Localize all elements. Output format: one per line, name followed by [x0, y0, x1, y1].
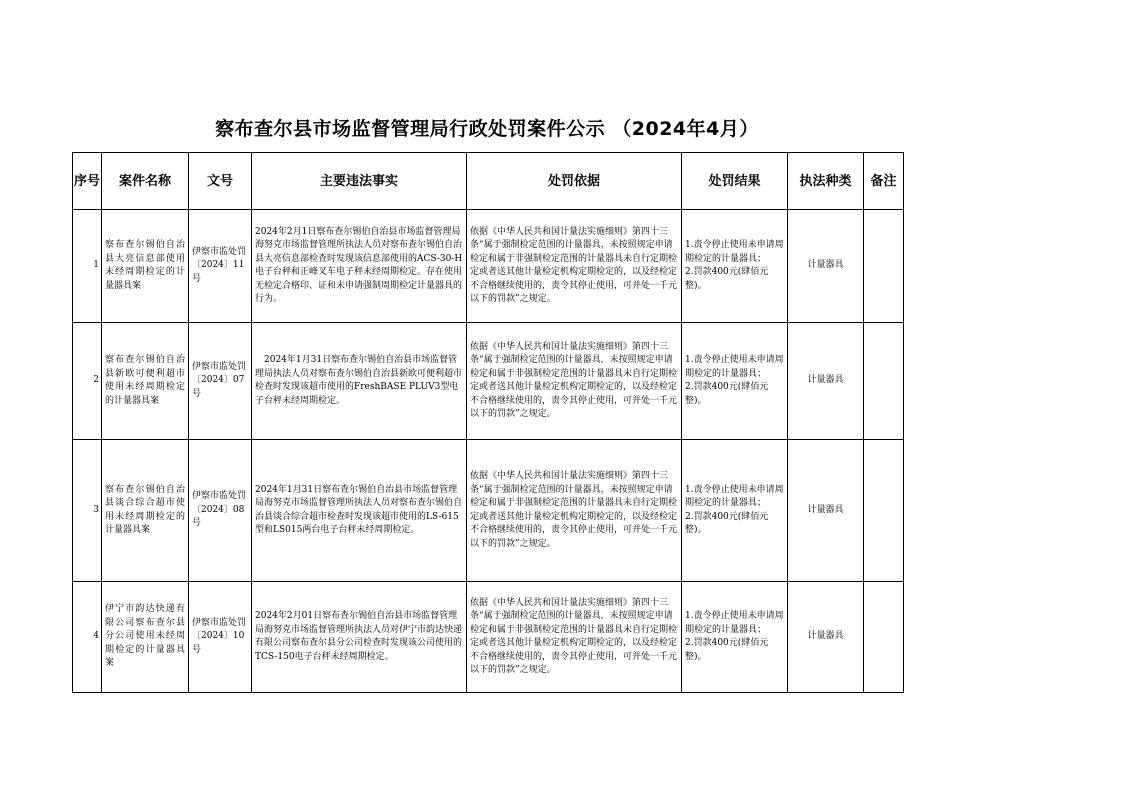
header-case-name: 案件名称: [102, 153, 189, 210]
cell-no: 4: [73, 582, 102, 693]
result-line-2: 2.罚款400元(肆佰元整)。: [685, 511, 769, 535]
cell-result: [682, 323, 788, 440]
header-doc-number: 文号: [189, 153, 252, 210]
table-header-row: [73, 153, 904, 210]
cell-enforcement-type: 计量器具: [788, 440, 864, 582]
result-line-1: 1.责令停止使用未申请周期检定的计量器具；: [685, 484, 784, 508]
cell-note: [864, 210, 904, 323]
cell-enforcement-type: 计量器具: [788, 582, 864, 693]
cell-facts: 2024年2月01日察布查尔锡伯自治县市场监督管理局海努克市场监督管理所执法人员对伊宁市韵达快递有限公司察布查尔县分公司检查时发现该公司使用的TCS-150电子台秤未经周期检定。: [252, 582, 467, 693]
cell-case-name: 伊宁市韵达快递有限公司察布查尔县分公司使用未经周期检定的计量器具案: [102, 582, 189, 693]
header-note: 备注: [864, 153, 904, 210]
cell-basis: 依据《中华人民共和国计量法实施细则》第四十三条“属于强制检定范围的计量器具，未按照规定申请检定和属于非强制检定范围的计量器具未自行定期检定或者送其他计量检定机构定期检定的，以及经检定不合格继续使用的，责令其停止使用，可并处一千元以下的罚款”之规定。: [467, 582, 682, 693]
penalty-cases-table: [72, 152, 904, 693]
header-facts: 主要违法事实: [252, 153, 467, 210]
cell-doc-number: 伊察市监处罚〔2024〕11号: [189, 210, 252, 323]
cell-no: 2: [73, 323, 102, 440]
result-line-1: 1.责令停止使用未申请周期检定的计量器具；: [685, 240, 784, 264]
cell-result: [682, 440, 788, 582]
header-enforcement-type: 执法种类: [788, 153, 864, 210]
result-line-1: 1.责令停止使用未申请周期检定的计量器具；: [685, 355, 784, 379]
result-line-2: 2.罚款400元(肆佰元整)。: [685, 267, 769, 291]
cell-no: 1: [73, 210, 102, 323]
cell-case-name: 察布查尔锡伯自治县谈合综合超市使用未经周期检定的计量器具案: [102, 440, 189, 582]
header-result: 处罚结果: [682, 153, 788, 210]
cell-facts: 2024年1月31日察布查尔锡伯自治县市场监督管理局海努克市场监督管理所执法人员对察布查尔锡伯自治县谈合综合超市检查时发现该超市使用的LS-615型和LS015两台电子台秤未经周期检定。: [252, 440, 467, 582]
table-row: [73, 210, 904, 323]
cell-basis: 依据《中华人民共和国计量法实施细则》第四十三条“属于强制检定范围的计量器具，未按照规定申请检定和属于非强制检定范围的计量器具未自行定期检定或者送其他计量检定机构定期检定的，以及经检定不合格继续使用的，责令其停止使用，可并处一千元以下的罚款”之规定。: [467, 323, 682, 440]
cell-result: [682, 210, 788, 323]
cell-doc-number: 伊察市监处罚〔2024〕10号: [189, 582, 252, 693]
table-row: [73, 582, 904, 693]
cell-result: [682, 582, 788, 693]
page-title: 察布查尔县市场监督管理局行政处罚案件公示 （2024年4月）: [215, 118, 759, 140]
cell-enforcement-type: 计量器具: [788, 323, 864, 440]
result-line-1: 1.责令停止使用未申请周期检定的计量器具；: [685, 611, 784, 635]
cell-doc-number: 伊察市监处罚〔2024〕08号: [189, 440, 252, 582]
cell-case-name: 察布查尔锡伯自治县大亮信息部使用未经周期检定的计量器具案: [102, 210, 189, 323]
cell-doc-number: 伊察市监处罚〔2024〕07 号: [189, 323, 252, 440]
header-basis: 处罚依据: [467, 153, 682, 210]
cell-case-name: 察布查尔锡伯自治县新欧可便利超市使用未经周期检定的计量器具案: [102, 323, 189, 440]
header-no: 序号: [73, 153, 102, 210]
cell-note: [864, 440, 904, 582]
result-line-2: 2.罚款400元(肆佰元整)。: [685, 382, 769, 406]
cell-basis: 依据《中华人民共和国计量法实施细则》第四十三条“属于强制检定范围的计量器具，未按照规定申请检定和属于非强制检定范围的计量器具未自行定期检定或者送其他计量检定机构定期检定的，以及经检定不合格继续使用的，责令其停止使用，可并处一千元以下的罚款”之规定。: [467, 210, 682, 323]
table-row: [73, 323, 904, 440]
cell-facts: 2024年1月31日察布查尔锡伯自治县市场监督管理局执法人员对察布查尔锡伯自治县新欧可便利超市检查时发现该超市使用的FreshBASE PLUV3型电子台秤未经周期检定。: [252, 323, 467, 440]
result-line-2: 2.罚款400元(肆佰元整)。: [685, 638, 769, 662]
cell-facts: 2024年2月1日察布查尔锡伯自治县市场监督管理局海努克市场监督管理所执法人员对察布查尔锡伯自治县大亮信息部检查时发现该信息部使用的ACS-30-H电子台秤和正峰叉车电子秤未经周期检定。存在使用无检定合格印、证和未申请强制周期检定计量器具的行为。: [252, 210, 467, 323]
cell-no: 3: [73, 440, 102, 582]
cell-basis: 依据《中华人民共和国计量法实施细则》第四十三条“属于强制检定范围的计量器具，未按照规定申请检定和属于非强制检定范围的计量器具未自行定期检定或者送其他计量检定机构定期检定的，以及经检定不合格继续使用的，责令其停止使用，可并处一千元以下的罚款”之规定。: [467, 440, 682, 582]
cell-note: [864, 582, 904, 693]
table-row: [73, 440, 904, 582]
cell-note: [864, 323, 904, 440]
cell-enforcement-type: 计量器具: [788, 210, 864, 323]
